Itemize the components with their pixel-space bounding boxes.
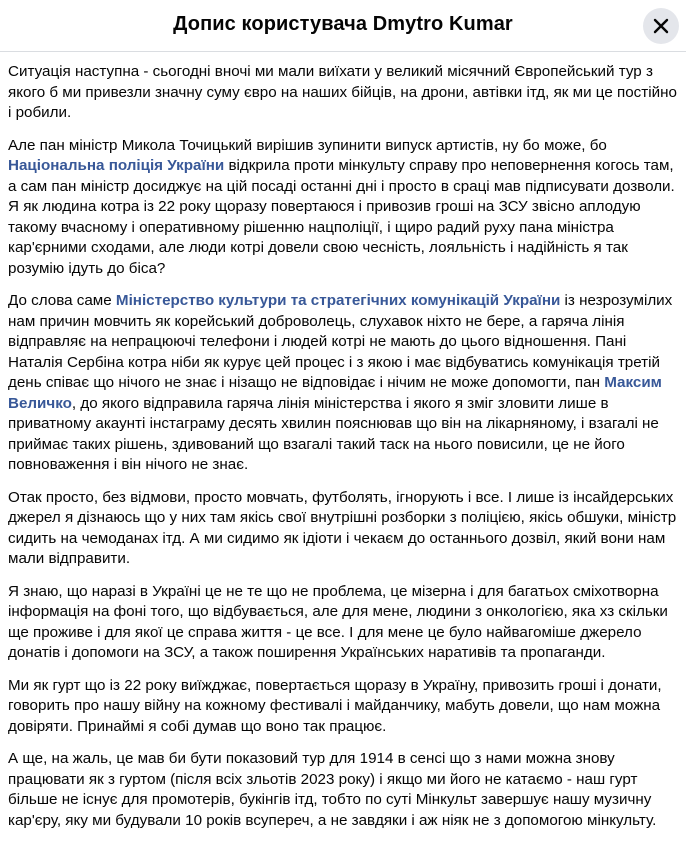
dialog-header (0, 0, 686, 52)
post-paragraph (8, 136, 680, 280)
paragraph-text: Але пан міністр Микола Точицький вирішив зупинити випуск артистів, ну бо може, бо (8, 136, 607, 154)
paragraph-text: До слова саме (8, 292, 116, 309)
post-paragraph: Я знаю, що наразі в Україні це не те що не проблема, це мізерна і для багатьох сміхотворна інформація на фоні того, що відбувається, але для мене, людини з онкологією, яка хз скільки ще проживе і для якої це справа життя - це все. І для мене це було найвагоміше джерело донатів і допомоги на ЗСУ, а також поширення Українських наративів та пропаганди. (8, 582, 668, 661)
close-button[interactable] (643, 8, 679, 44)
post-paragraph (8, 291, 680, 476)
dialog-title: Допис користувача Dmytro Kumar (173, 13, 513, 35)
paragraph-text: , до якого відправила гаряча лінія міністерства і якого я зміг зловити лише в приватному акаунті інстаграму десять хвилин пояснював що він на лікарняному, і взагалі не приймає таких рішень, здивований що взагалі такий таск на нього повисили, це не його повноваження і він нічого не знає. (8, 394, 659, 473)
paragraph-text: відкрила проти мінкульту справу про неповернення когось там, а сам пан міністр досиджує на цій посаді останні дні і просто в сраці мав підписувати дозволи. Я як людина котра із 22 року щоразу повертаюся і привозив гроші на ЗСУ звісно аплодую такому вчасному і оперативному рішенню нацполіції, і щиро радий руху пана міністра кар'єрними сходами, але люди котрі довели свою чесність, лояльність і надійність я так розумію ідуть до біса? (8, 157, 675, 277)
post-paragraph: А ще, на жаль, це мав би бути показовий тур для 1914 в сенсі що з нами можна знову працювати як з гуртом (після всіх зльотів 2023 року) і якщо ми його не катаємо - наш гурт більше не існує для промотерів, букінгів ітд, тобто по суті Мінкульт завершує нашу музичну кар'єру, яку ми будували 10 років всупереч, а не завдяки і аж ніяк не з допомогою мінкульту. (8, 750, 657, 829)
mention-national-police[interactable]: Національна поліція України (8, 157, 225, 174)
mention-maksym-velychko[interactable]: Максим Величко (8, 374, 662, 412)
post-paragraph: Ситуація наступна - сьогодні вночі ми мали виїхати у великий місячний Європейський тур з якого б ми привезли значну суму євро на наших бійців, на дрони, автівки ітд, як ми це постійно і робили. (8, 63, 677, 121)
post-paragraph: Отак просто, без відмови, просто мовчать, футболять, ігнорують і все. І лише із інсайдерських джерел я дізнаюсь що у них там якісь свої внутрішні розборки з поліцією, якісь обшуки, міністр сидить на чемоданах ітд. А ми сидимо як ідіоти і чекаєм до останнього дозвіл, який вони нам мали відправити. (8, 488, 677, 567)
post-body (8, 62, 680, 843)
post-paragraph: Ми як гурт що із 22 року виїжджає, повертається щоразу в Україну, привозить гроші і донати, говорить про нашу війну на кожному фестивалі і майданчику, мабуть довели, що нам можна довіряти. Принаймі я собі думав що воно так працює. (8, 676, 662, 735)
close-icon (653, 18, 669, 34)
mention-ministry-of-culture[interactable]: Міністерство культури та стратегічних комунікацій України (115, 292, 561, 309)
paragraph-text: із незрозумілих нам причин мовчить як корейський доброволець, слухавок ніхто не бере, а гаряча лінія відправляє на непрацюючі телефони і людей котрі не мають до цього відношення. Пані Наталія Сербіна котра ніби як курує цей процес і з якою і має відбуватись комунікація третій день співає що нічого не знає і нізащо не відповідає і нічим не може допомогти, пан (8, 292, 673, 391)
